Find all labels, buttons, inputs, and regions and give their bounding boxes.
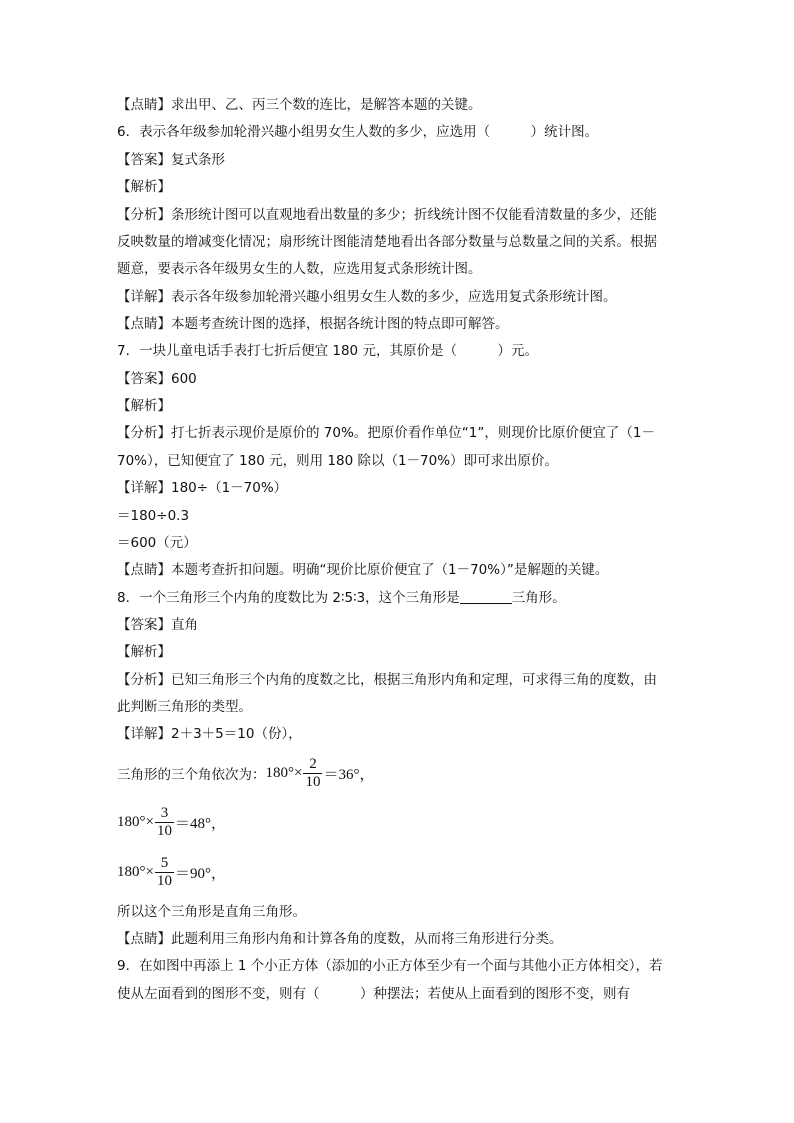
math-row-1-label: 三角形的三个角依次为： (117, 767, 266, 783)
fraction-3-numerator: 5 (155, 855, 174, 873)
conclusion-8: 所以这个三角形是直角三角形。 (117, 904, 306, 920)
key-point-7: 【点睛】本题考查折扣问题。明确“现价比原价便宜了（1－70%）”是解题的关键。 (117, 562, 609, 578)
answer-blank (460, 589, 512, 604)
detail-6: 【详解】表示各年级参加轮滑兴趣小组男女生人数的多少，应选用复式条形统计图。 (117, 289, 617, 305)
question-9-line-2: 使从左面看到的图形不变，则有（ ）种摆法；若使从上面看到的图形不变，则有 (117, 986, 630, 1002)
fraction-2 (155, 805, 174, 840)
answer-7: 【答案】600 (117, 371, 197, 387)
question-8 (117, 588, 566, 608)
key-point-line: 【点睛】求出甲、乙、丙三个数的连比，是解答本题的关键。 (117, 97, 482, 113)
key-point-6: 【点睛】本题考查统计图的选择，根据各统计图的特点即可解答。 (117, 316, 509, 332)
question-8-text-1: 8．一个三角形三个内角的度数比为 2∶5∶3，这个三角形是 (117, 590, 460, 606)
question-6: 6．表示各年级参加轮滑兴趣小组男女生人数的多少，应选用（ ）统计图。 (117, 124, 599, 140)
answer-8: 【答案】直角 (117, 617, 198, 633)
math-2-pre: 180°× (117, 813, 154, 830)
analysis-6-line-2: 反映数量的增减变化情况；扇形统计图能清楚地看出各部分数量与总数量之间的关系。根据 (117, 234, 657, 250)
detail-7-step-2: ＝180÷0.3 (117, 508, 190, 524)
math-row-1 (117, 751, 374, 795)
fraction-1-numerator: 2 (303, 756, 322, 774)
fraction-2-numerator: 3 (155, 805, 174, 823)
analysis-7-line-1: 【分析】打七折表示现价是原价的 70%。把原价看作单位“1”，则现价比原价便宜了（1－ (117, 425, 655, 441)
answer-6: 【答案】复式条形 (117, 152, 225, 168)
analysis-heading-7: 【解析】 (117, 398, 171, 414)
detail-7: 【详解】180÷（1－70%） (117, 480, 288, 496)
math-3-pre: 180°× (117, 863, 154, 880)
fraction-3 (155, 855, 174, 890)
math-3-post: ＝90°， (174, 865, 226, 882)
key-point-8: 【点睛】此题利用三角形内角和计算各角的度数，从而将三角形进行分类。 (117, 931, 563, 947)
analysis-6-line-3: 题意，要表示各年级男女生的人数，应选用复式条形统计图。 (117, 261, 482, 277)
analysis-8-line-1: 【分析】已知三角形三个内角的度数之比，根据三角形内角和定理，可求得三角的度数，由 (117, 672, 657, 688)
fraction-2-denominator: 10 (156, 822, 172, 839)
math-2-post: ＝48°， (174, 815, 226, 832)
fraction-1-denominator: 10 (305, 773, 321, 790)
analysis-8-line-2: 此判断三角形的类型。 (117, 699, 252, 715)
question-7: 7．一块儿童电话手表打七折后便宜 180 元，其原价是（ ）元。 (117, 343, 538, 359)
analysis-7-line-2: 70%），已知便宜了 180 元，则用 180 除以（1－70%）即可求出原价。 (117, 453, 559, 469)
analysis-heading-6: 【解析】 (117, 179, 171, 195)
analysis-6-line-1: 【分析】条形统计图可以直观地看出数量的多少；折线统计图不仅能看清数量的多少，还能 (117, 207, 657, 223)
math-1-pre: 180°× (265, 764, 303, 781)
detail-8: 【详解】2＋3＋5＝10（份）， (117, 726, 302, 742)
math-row-2 (117, 800, 226, 844)
math-1-post: ＝36°， (323, 766, 375, 783)
fraction-3-denominator: 10 (156, 872, 172, 889)
analysis-heading-8: 【解析】 (117, 644, 171, 660)
math-row-3 (117, 850, 226, 894)
question-8-text-2: 三角形。 (511, 590, 566, 606)
detail-7-step-3: ＝600（元） (117, 535, 197, 551)
question-9-line-1: 9．在如图中再添上 1 个小正方体（添加的小正方体至少有一个面与其他小正方体相交），若 (117, 958, 663, 974)
fraction-1 (303, 756, 322, 791)
